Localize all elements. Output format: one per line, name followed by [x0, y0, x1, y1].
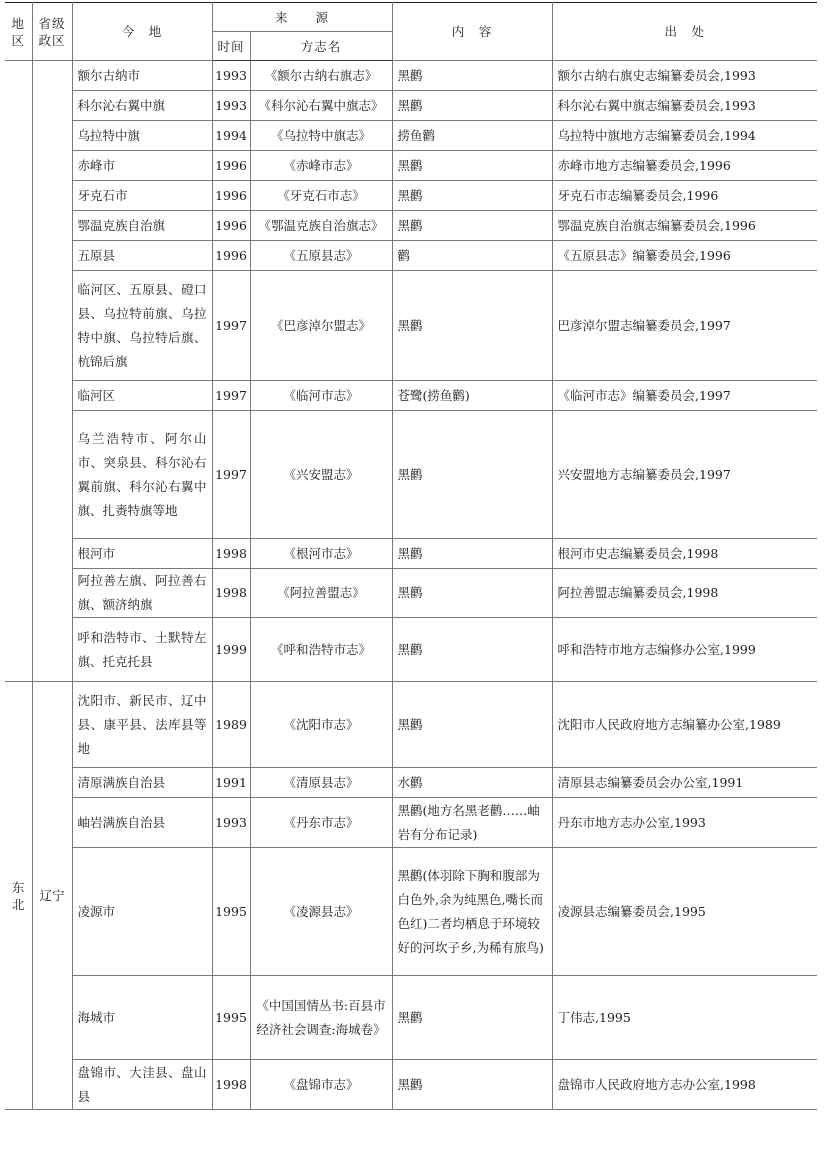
year-cell: 1993 [212, 91, 250, 121]
citation-cell: 丁伟志,1995 [552, 976, 817, 1060]
table-row [5, 976, 817, 1060]
citation-cell: 兴安盟地方志编纂委员会,1997 [552, 411, 817, 539]
content-cell: 黑鹳(地方名黑老鹳……岫岩有分布记录) [392, 798, 552, 848]
content-cell: 黑鹳 [392, 539, 552, 569]
gazetteer-cell: 《呼和浩特市志》 [250, 618, 392, 682]
header-content: 内 容 [392, 3, 552, 61]
table-row [5, 539, 817, 569]
place-cell: 赤峰市 [72, 151, 212, 181]
place-cell: 额尔古纳市 [72, 61, 212, 91]
year-cell: 1998 [212, 569, 250, 618]
table-row [5, 381, 817, 411]
year-cell: 1996 [212, 181, 250, 211]
gazetteer-cell: 《科尔沁右翼中旗志》 [250, 91, 392, 121]
content-cell: 黑鹳 [392, 181, 552, 211]
year-cell: 1999 [212, 618, 250, 682]
content-cell: 黑鹳 [392, 91, 552, 121]
gazetteer-cell: 《凌源县志》 [250, 848, 392, 976]
citation-cell: 《临河市志》编纂委员会,1997 [552, 381, 817, 411]
gazetteer-cell: 《乌拉特中旗志》 [250, 121, 392, 151]
place-cell: 凌源市 [72, 848, 212, 976]
header-citation: 出 处 [552, 3, 817, 61]
citation-cell: 丹东市地方志办公室,1993 [552, 798, 817, 848]
table-row [5, 271, 817, 381]
year-cell: 1997 [212, 411, 250, 539]
citation-cell: 鄂温克族自治旗志编纂委员会,1996 [552, 211, 817, 241]
table-row [5, 121, 817, 151]
citation-cell: 沈阳市人民政府地方志编纂办公室,1989 [552, 682, 817, 768]
year-cell: 1993 [212, 798, 250, 848]
table-row [5, 768, 817, 798]
header-gazetteer: 方志名 [250, 32, 392, 61]
citation-cell: 呼和浩特市地方志编修办公室,1999 [552, 618, 817, 682]
year-cell: 1997 [212, 381, 250, 411]
citation-cell: 乌拉特中旗地方志编纂委员会,1994 [552, 121, 817, 151]
citation-cell: 阿拉善盟志编纂委员会,1998 [552, 569, 817, 618]
content-cell: 黑鹳 [392, 682, 552, 768]
place-cell: 五原县 [72, 241, 212, 271]
year-cell: 1996 [212, 211, 250, 241]
content-cell: 黑鹳 [392, 1060, 552, 1110]
gazetteer-cell: 《临河市志》 [250, 381, 392, 411]
content-cell: 黑鹳 [392, 151, 552, 181]
content-cell: 水鹳 [392, 768, 552, 798]
year-cell: 1998 [212, 539, 250, 569]
table-header [5, 3, 817, 61]
table-row [5, 1060, 817, 1110]
place-cell: 鄂温克族自治旗 [72, 211, 212, 241]
place-cell: 牙克石市 [72, 181, 212, 211]
year-cell: 1996 [212, 241, 250, 271]
table-row [5, 569, 817, 618]
gazetteer-records-table [5, 2, 817, 1110]
place-cell: 呼和浩特市、土默特左旗、托克托县 [72, 618, 212, 682]
header-source: 来 源 [212, 3, 392, 32]
content-cell: 黑鹳(体羽除下胸和腹部为白色外,余为纯黑色,嘴长而色红)二者均栖息于环境较好的河坎子乡,为稀有旅鸟) [392, 848, 552, 976]
year-cell: 1996 [212, 151, 250, 181]
header-region: 地区 [5, 3, 32, 61]
table-body [5, 61, 817, 1110]
gazetteer-cell: 《盘锦市志》 [250, 1060, 392, 1110]
header-year: 时间 [212, 32, 250, 61]
place-cell: 盘锦市、大洼县、盘山县 [72, 1060, 212, 1110]
place-cell: 沈阳市、新民市、辽中县、康平县、法库县等地 [72, 682, 212, 768]
year-cell: 1989 [212, 682, 250, 768]
gazetteer-cell: 《巴彦淖尔盟志》 [250, 271, 392, 381]
table-row [5, 682, 817, 768]
table-row [5, 618, 817, 682]
gazetteer-cell: 《沈阳市志》 [250, 682, 392, 768]
place-cell: 根河市 [72, 539, 212, 569]
table-row [5, 241, 817, 271]
content-cell: 黑鹳 [392, 976, 552, 1060]
table-row [5, 91, 817, 121]
content-cell: 黑鹳 [392, 61, 552, 91]
province-cell: 辽宁 [32, 682, 72, 1110]
table-row [5, 848, 817, 976]
citation-cell: 清原县志编纂委员会办公室,1991 [552, 768, 817, 798]
gazetteer-cell: 《阿拉善盟志》 [250, 569, 392, 618]
gazetteer-cell: 《兴安盟志》 [250, 411, 392, 539]
province-cell [32, 61, 72, 682]
content-cell: 黑鹳 [392, 618, 552, 682]
gazetteer-cell: 《清原县志》 [250, 768, 392, 798]
table-row [5, 211, 817, 241]
header-current-place: 今 地 [72, 3, 212, 61]
content-cell: 捞鱼鹳 [392, 121, 552, 151]
gazetteer-cell: 《额尔古纳右旗志》 [250, 61, 392, 91]
citation-cell: 盘锦市人民政府地方志办公室,1998 [552, 1060, 817, 1110]
gazetteer-cell: 《根河市志》 [250, 539, 392, 569]
gazetteer-cell: 《鄂温克族自治旗志》 [250, 211, 392, 241]
place-cell: 岫岩满族自治县 [72, 798, 212, 848]
gazetteer-cell: 《丹东市志》 [250, 798, 392, 848]
place-cell: 临河区、五原县、磴口县、乌拉特前旗、乌拉特中旗、乌拉特后旗、杭锦后旗 [72, 271, 212, 381]
year-cell: 1995 [212, 976, 250, 1060]
year-cell: 1998 [212, 1060, 250, 1110]
year-cell: 1993 [212, 61, 250, 91]
content-cell: 黑鹳 [392, 411, 552, 539]
place-cell: 科尔沁右翼中旗 [72, 91, 212, 121]
citation-cell: 牙克石市志编纂委员会,1996 [552, 181, 817, 211]
table-row [5, 61, 817, 91]
place-cell: 清原满族自治县 [72, 768, 212, 798]
region-cell [5, 61, 32, 682]
citation-cell: 科尔沁右翼中旗志编纂委员会,1993 [552, 91, 817, 121]
content-cell: 鹳 [392, 241, 552, 271]
year-cell: 1991 [212, 768, 250, 798]
region-cell: 东 北 [5, 682, 32, 1110]
year-cell: 1997 [212, 271, 250, 381]
content-cell: 黑鹳 [392, 211, 552, 241]
citation-cell: 凌源县志编纂委员会,1995 [552, 848, 817, 976]
content-cell: 黑鹳 [392, 569, 552, 618]
content-cell: 苍鹭(捞鱼鹳) [392, 381, 552, 411]
gazetteer-cell: 《中国国情丛书:百县市经济社会调查:海城卷》 [250, 976, 392, 1060]
place-cell: 乌拉特中旗 [72, 121, 212, 151]
gazetteer-cell: 《牙克石市志》 [250, 181, 392, 211]
citation-cell: 巴彦淖尔盟志编纂委员会,1997 [552, 271, 817, 381]
content-cell: 黑鹳 [392, 271, 552, 381]
citation-cell: 额尔古纳右旗史志编纂委员会,1993 [552, 61, 817, 91]
citation-cell: 《五原县志》编纂委员会,1996 [552, 241, 817, 271]
table-row [5, 151, 817, 181]
year-cell: 1995 [212, 848, 250, 976]
table-row [5, 798, 817, 848]
citation-cell: 根河市史志编纂委员会,1998 [552, 539, 817, 569]
place-cell: 临河区 [72, 381, 212, 411]
gazetteer-cell: 《赤峰市志》 [250, 151, 392, 181]
gazetteer-cell: 《五原县志》 [250, 241, 392, 271]
place-cell: 阿拉善左旗、阿拉善右旗、额济纳旗 [72, 569, 212, 618]
year-cell: 1994 [212, 121, 250, 151]
place-cell: 乌兰浩特市、阿尔山市、突泉县、科尔沁右翼前旗、科尔沁右翼中旗、扎赉特旗等地 [72, 411, 212, 539]
header-province: 省级政区 [32, 3, 72, 61]
table-row [5, 181, 817, 211]
table-row [5, 411, 817, 539]
place-cell: 海城市 [72, 976, 212, 1060]
citation-cell: 赤峰市地方志编纂委员会,1996 [552, 151, 817, 181]
